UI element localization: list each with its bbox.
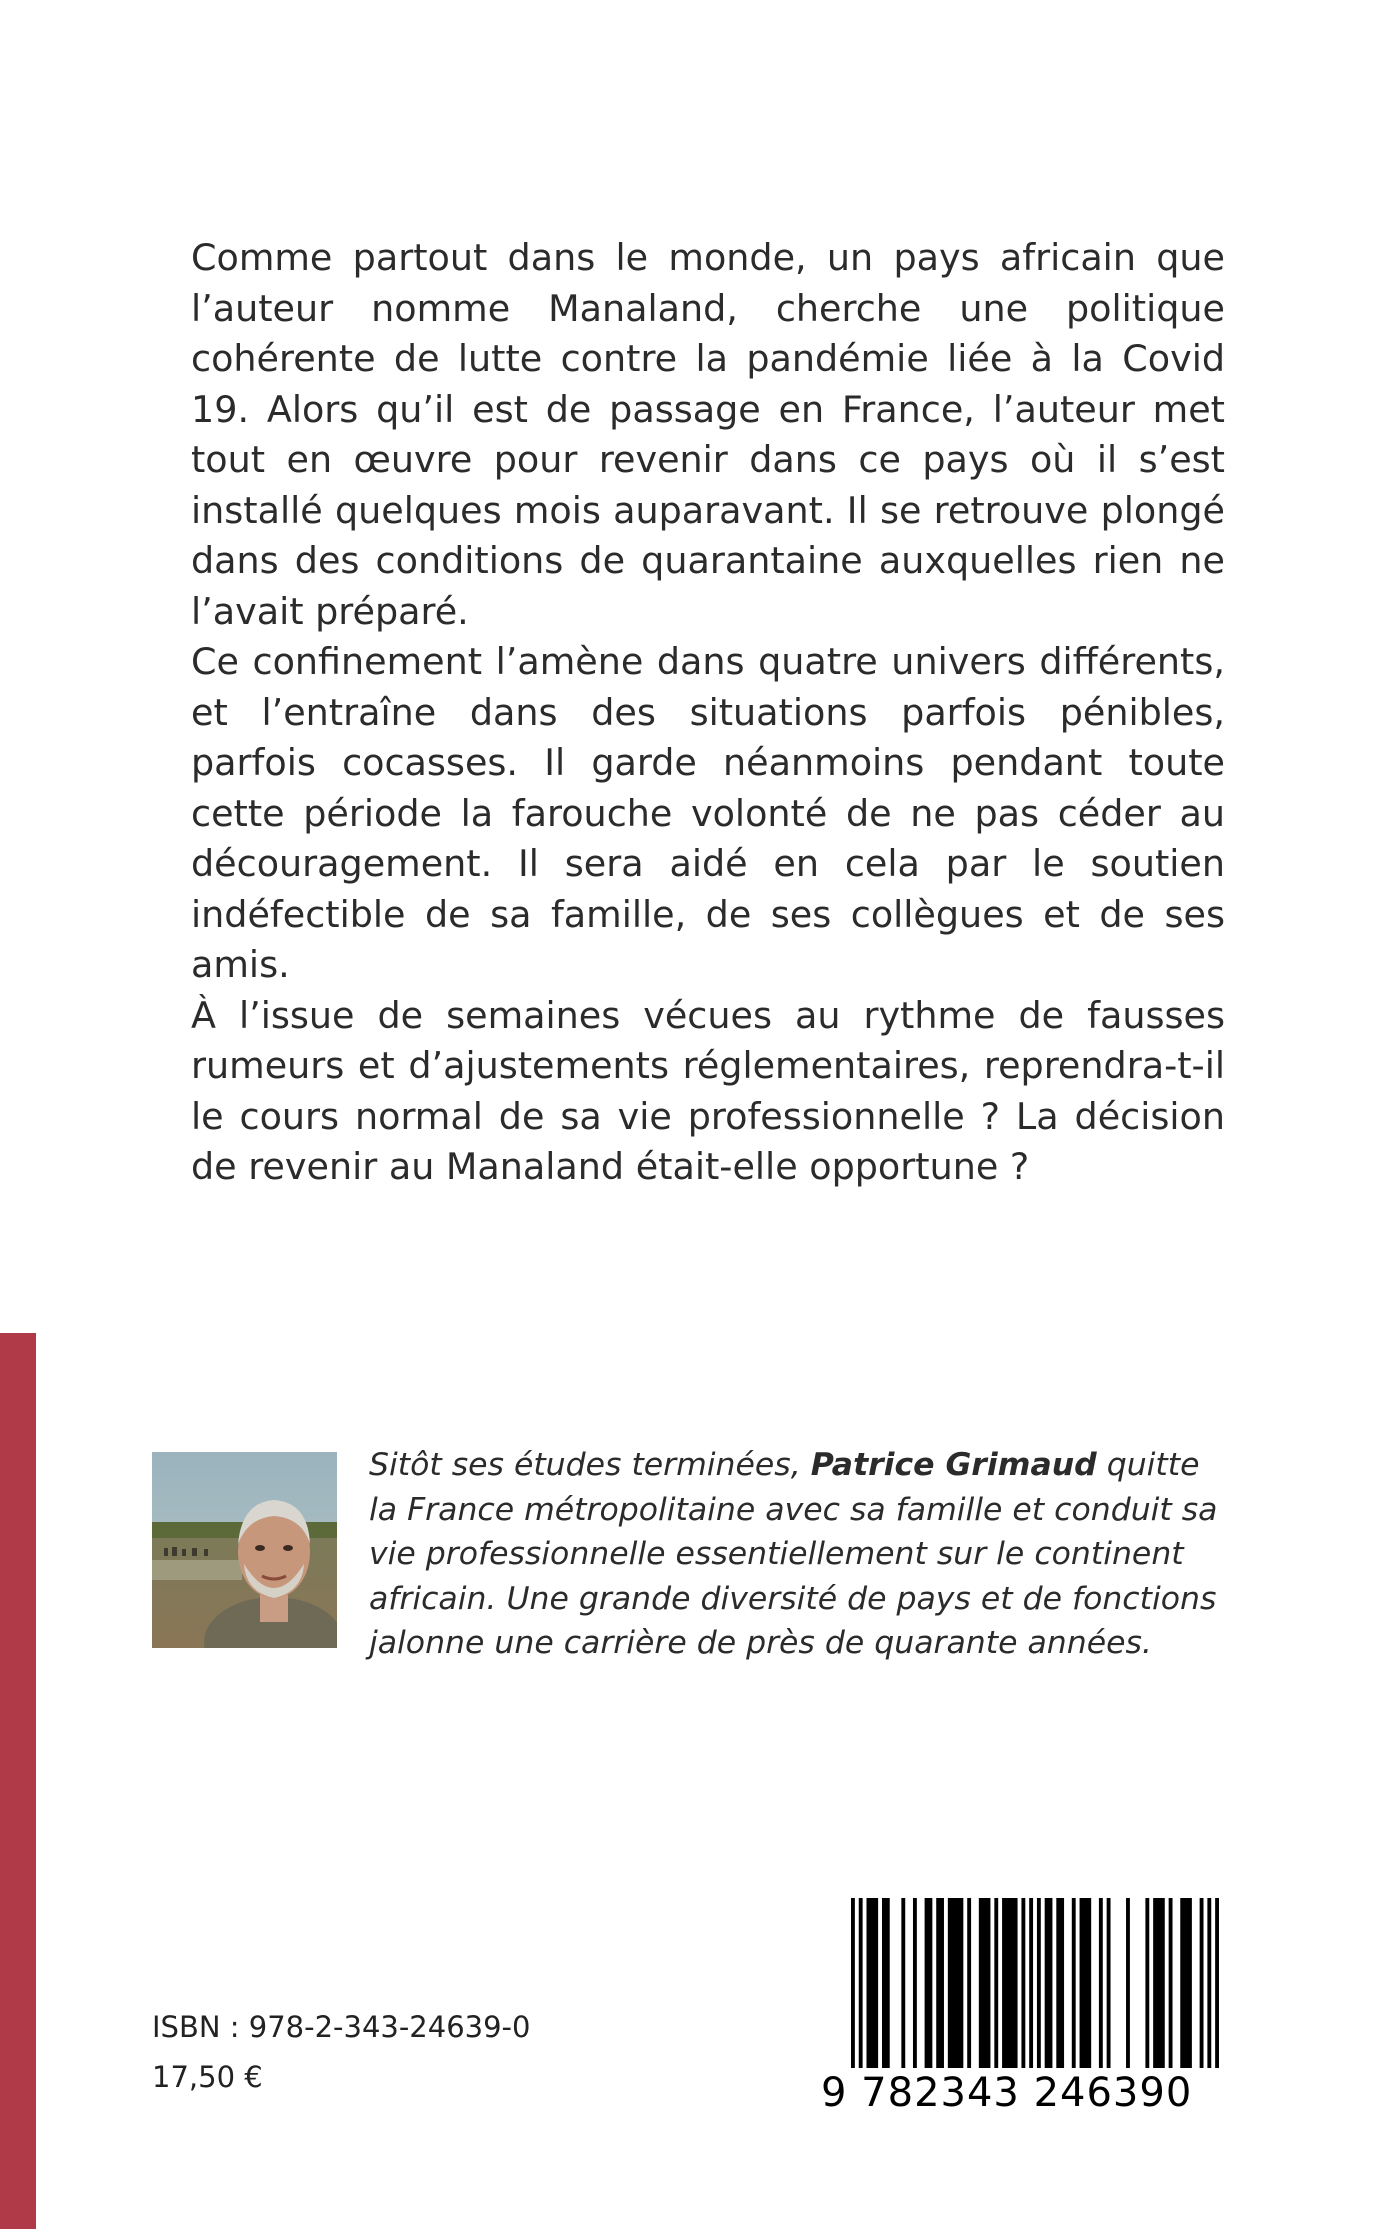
- author-name: Patrice Grimaud: [810, 1447, 1097, 1483]
- blurb-paragraph: À l’issue de semaines vécues au rythme de fausses rumeurs et d’ajustements réglementaires, reprendra-t-il le cours normal de sa vie professionnelle ? La décision de revenir au Manaland était-elle opportune ?: [191, 993, 1225, 1188]
- blurb-paragraph: Ce confinement l’amène dans quatre univers différents, et l’entraîne dans des situations parfois pénibles, parfois cocasses. Il garde néanmoins pendant toute cette période la farouche volonté de ne pas céder au découragement. Il sera aidé en cela par le soutien indéfectible de sa famille, de ses collègues et de ses amis.: [191, 640, 1225, 986]
- back-cover-blurb: [191, 233, 1225, 1193]
- author-bio: [369, 1443, 1227, 1666]
- author-bio-intro: Sitôt ses études terminées,: [369, 1447, 811, 1483]
- barcode-digits: 9 782343 246390: [821, 2068, 1223, 2118]
- accent-band: [0, 1333, 36, 2229]
- author-bio-text: quitte la France métropolitaine avec sa famille et conduit sa vie professionnelle essentiellement sur le continent africain. Une grande diversité de pays et de fonctions jalonne une carrière de près de quarante années.: [369, 1447, 1218, 1661]
- author-photo: [152, 1452, 337, 1648]
- blurb-paragraph: Comme partout dans le monde, un pays africain que l’auteur nomme Manaland, cherche une politique cohérente de lutte contre la pandémie liée à la Covid 19. Alors qu’il est de passage en France, l’auteur met tout en œuvre pour revenir dans ce pays où il s’est installé quelques mois auparavant. Il se retrouve plongé dans des conditions de quarantaine auxquelles rien ne l’avait préparé.: [191, 236, 1225, 633]
- author-photo-image: [152, 1452, 337, 1648]
- isbn-number: ISBN : 978-2-343-24639-0: [152, 2010, 531, 2044]
- price: 17,50 €: [152, 2060, 263, 2094]
